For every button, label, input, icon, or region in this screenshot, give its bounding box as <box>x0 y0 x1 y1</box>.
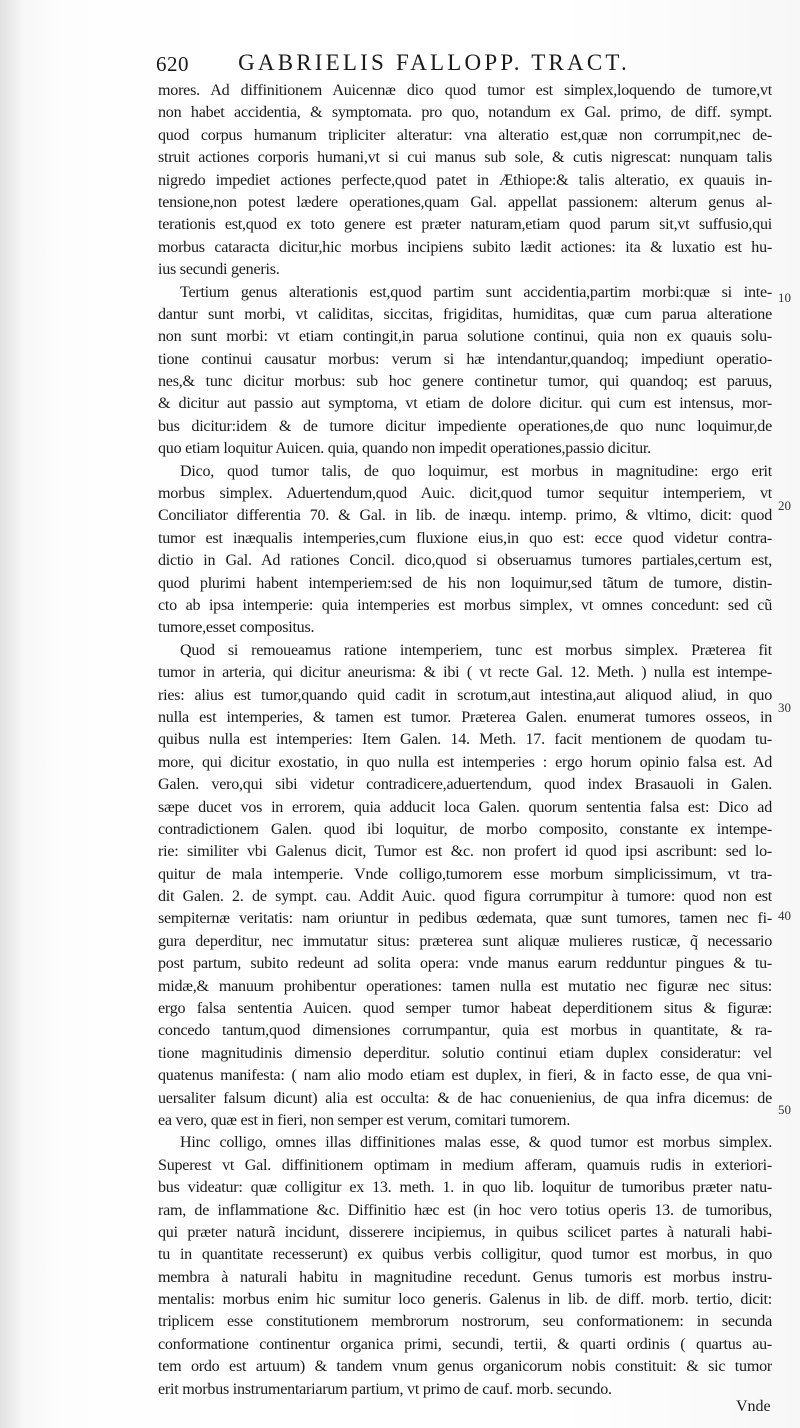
text-line: Conciliator differentia 70. & Gal. in lib. de inæqu. intemp. primo, & vltimo, dicit: quod <box>158 507 772 525</box>
text-line: gura deperditur, nec immutatur situs: præterea sunt aliquæ mulieres rusticæ, q̃ necessario <box>158 932 772 950</box>
text-line: non sunt morbi: vt etiam contingit,in parua solutione continui, quia non ex quauis solu- <box>158 328 772 346</box>
text-line: dictio in Gal. Ad rationes Concil. dico,quod si obseruamus tumores partiales,certum est, <box>158 552 772 570</box>
text-line: non habet accidentia, & symptomata. pro quo, notandum ex Gal. primo, de diff. sympt. <box>158 104 772 122</box>
text-line: tione magnitudinis dimensio deperditur. solutio continui etiam duplex consideratur: vel <box>158 1044 772 1062</box>
text-line: mentalis: morbus enim hic sumitur loco generis. Galenus in lib. de diff. morb. tertio, dicit: <box>158 1291 772 1309</box>
page-number: 620 <box>156 52 189 76</box>
text-line: bus dicitur:idem & de tumore dicitur impediente operationes,de quo nunc loquimur,de <box>158 417 772 435</box>
text-line: triplicem esse constitutionem membrorum nostrorum, seu conformationem: in secunda <box>158 1313 772 1331</box>
text-line: uersaliter falsum dicunt) alia est occulta: & de hac conuenienius, de qua infra dicemus: de <box>158 1089 772 1107</box>
text-line: nigredo impediet actiones perfecte,quod patet in Æthiope:& talis alteratio, ex quauis in- <box>158 171 772 189</box>
text-line: cto ab ipsa intemperie: quia intemperies est morbus simplex, vt omnes concedunt: sed cũ <box>158 596 772 614</box>
text-line: tumore,esset compositus. <box>158 619 315 637</box>
paragraph-start-line: Hinc colligo, omnes illas diffinitiones malas esse, & quod tumor est morbus simplex. <box>180 1134 772 1152</box>
text-line: membra à naturali habitu in magnitudine recedunt. Genus tumoris est morbus instru- <box>158 1268 772 1286</box>
text-line: quitur de mala intemperie. Vnde colligo,tumorem esse morbum simplicissimum, vt tra- <box>158 865 772 883</box>
text-line: nes,& tunc dicitur morbus: sub hoc genere continetur tumor, qui quandoq; est paruus, <box>158 373 772 391</box>
text-line: morbus cataracta dicitur,hic morbus incipiens subito lædit actiones: ita & luxatio est hu- <box>158 238 772 256</box>
text-line: Galen. vero,qui sibi videtur contradicere,aduertendum, quod index Brasauoli in Galen. <box>158 776 772 794</box>
text-line: dit Galen. 2. de sympt. cau. Addit Auic. quod figura corrumpitur à tumore: quod non est <box>158 888 772 906</box>
text-line: tensione,non potest lædere operationes,quam Gal. appellat passionem: alterum genus al- <box>158 193 772 211</box>
text-line: terationis est,quod ex toto genere est præter naturam,etiam quod parum sit,vt suffusio,qui <box>158 216 772 234</box>
margin-line-number: 20 <box>778 498 791 513</box>
margin-line-number: 30 <box>778 700 791 715</box>
text-line: quo etiam loquitur Auicen. quia, quando non impedit operationes,passio dicitur. <box>158 440 651 458</box>
text-line: ius secundi generis. <box>158 261 280 279</box>
text-line: erit morbus instrumentariarum partium, vt primo de cauf. morb. secundo. <box>158 1380 612 1398</box>
text-line: tem ordo est artuum) & tandem vnum genus organicorum nobis constituit: & sic tumor <box>158 1358 772 1376</box>
page-gutter-shadow <box>0 0 24 1428</box>
text-line: contradictionem Galen. quod ibi loquitur, de morbo composito, constante ex intempe- <box>158 820 772 838</box>
text-line: quod corpus humanum tripliciter alteratur: vna alteratio est,quæ non corrumpit,nec de- <box>158 126 772 144</box>
paragraph-start-line: Dico, quod tumor talis, de quo loquimur, est morbus in magnitudine: ergo erit <box>180 462 772 480</box>
text-line: nulla est intemperies, & tamen est tumor. Præterea Galen. enumerat tumores osseos, in <box>158 708 772 726</box>
text-line: ram, de inflammatione &c. Diffinitio hæc est (in hoc vero totius operis 13. de tumoribus, <box>158 1201 772 1219</box>
text-line: midæ,& manuum prohibentur operationes: tamen nulla est mutatio nec figuræ nec situs: <box>158 977 772 995</box>
margin-line-number: 10 <box>778 290 791 305</box>
text-line: sempiternæ veritatis: nam oriuntur in pedibus œdemata, quæ sunt tumores, tamen nec fi- <box>158 910 772 928</box>
margin-line-number: 50 <box>778 1102 791 1117</box>
text-line: mores. Ad diffinitionem Auicennæ dico quod tumor est simplex,loquendo de tumore,vt <box>158 82 772 99</box>
paragraph-start-line: Tertium genus alterationis est,quod partim sunt accidentia,partim morbi:quæ si inte- <box>180 283 772 301</box>
text-line: dantur sunt morbi, vt caliditas, siccitas, frigiditas, humiditas, quæ cum parua alteratione <box>158 305 772 323</box>
text-line: quibus nulla est intemperies: Item Galen. 14. Meth. 17. facit mentionem de quodam tu- <box>158 731 772 749</box>
text-line: qui præter naturã incidunt, disserere incipiemus, in quibus scilicet partes à naturali habi- <box>158 1223 772 1241</box>
text-line: rie: similiter vbi Galenus dicit, Tumor est &c. non profert id quod ipsi ascribunt: sed lo- <box>158 843 772 861</box>
paragraph-start-line: Quod si remoueamus ratione intemperiem, tunc est morbus simplex. Præterea fit <box>180 641 772 659</box>
text-line: ea vero, quæ est in fieri, non semper est verum, comitari tumorem. <box>158 1111 571 1129</box>
text-line: quod plurimi habent intemperiem:sed de his non loquimur,sed tãtum de tumore, distin- <box>158 574 772 592</box>
page-header <box>156 48 676 82</box>
text-line: morbus simplex. Aduertendum,quod Auic. dicit,quod tumor sequitur intemperiem, vt <box>158 485 772 503</box>
text-line: concedo tantum,quod dimensiones corrumpantur, quia est morbus in quantitate, & ra- <box>158 1022 772 1040</box>
text-line: tu in quantitate recesserunt) ex quibus verbis colligitur, quod tumor est morbus, in quo <box>158 1246 772 1264</box>
text-line: sæpe ducet vos in errorem, quia adducit loca Galen. quorum sententia falsa est: Dico ad <box>158 798 772 816</box>
text-line: & dicitur aut passio aut symptoma, vt etiam de dolore dicitur. qui cum est intensus, mor- <box>158 395 772 413</box>
text-line: ergo falsa sententia Auicen. quod semper tumor habeat deperditionem situs & figuræ: <box>158 1000 772 1018</box>
body-text <box>158 80 772 1401</box>
text-line: struit actiones corporis humani,vt si cui manus sub sole, & cutis nigrescat: nunquam talis <box>158 149 772 167</box>
text-line: tumor in arteria, qui dicitur aneurisma: & ibi ( vt recte Gal. 12. Meth. ) nulla est intempe- <box>158 664 772 682</box>
text-line: ries: alius est tumor,quando quid cadit in scrotum,aut intestina,aut aliquod aliud, in quo <box>158 686 772 704</box>
running-title: GABRIELIS FALLOPP. TRACT. <box>238 50 630 75</box>
text-line: Superest vt Gal. diffinitionem optimam in medium afferam, quamuis rudis in exteriori- <box>158 1156 772 1174</box>
text-line: post partum, subito redeunt ad solita opera: vnde manus earum redduntur pingues & tu- <box>158 955 772 973</box>
margin-line-number: 40 <box>778 908 791 923</box>
text-line: conformatione continentur organica primi, secundi, tertii, & quarti ordinis ( quartus au- <box>158 1335 772 1353</box>
text-line: bus videatur: quæ colligitur ex 13. meth. 1. in quo lib. loquitur de tumoribus præter natu- <box>158 1179 772 1197</box>
text-line: tumor est inæqualis intemperies,cum fluxione eius,in quo est: ecce quod videtur contra- <box>158 529 772 547</box>
text-line: quatenus manifesta: ( nam alio modo etiam est duplex, in fieri, & in facto esse, de qua vni- <box>158 1067 772 1085</box>
text-line: tione continui causatur morbus: verum si hæ intendantur,quandoq; impediunt operatio- <box>158 350 772 368</box>
catchword: Vnde <box>736 1398 771 1415</box>
text-line: more, qui dicitur exostatio, in quo nulla est intemperies : ergo horum opinio falsa est. Ad <box>158 753 772 771</box>
